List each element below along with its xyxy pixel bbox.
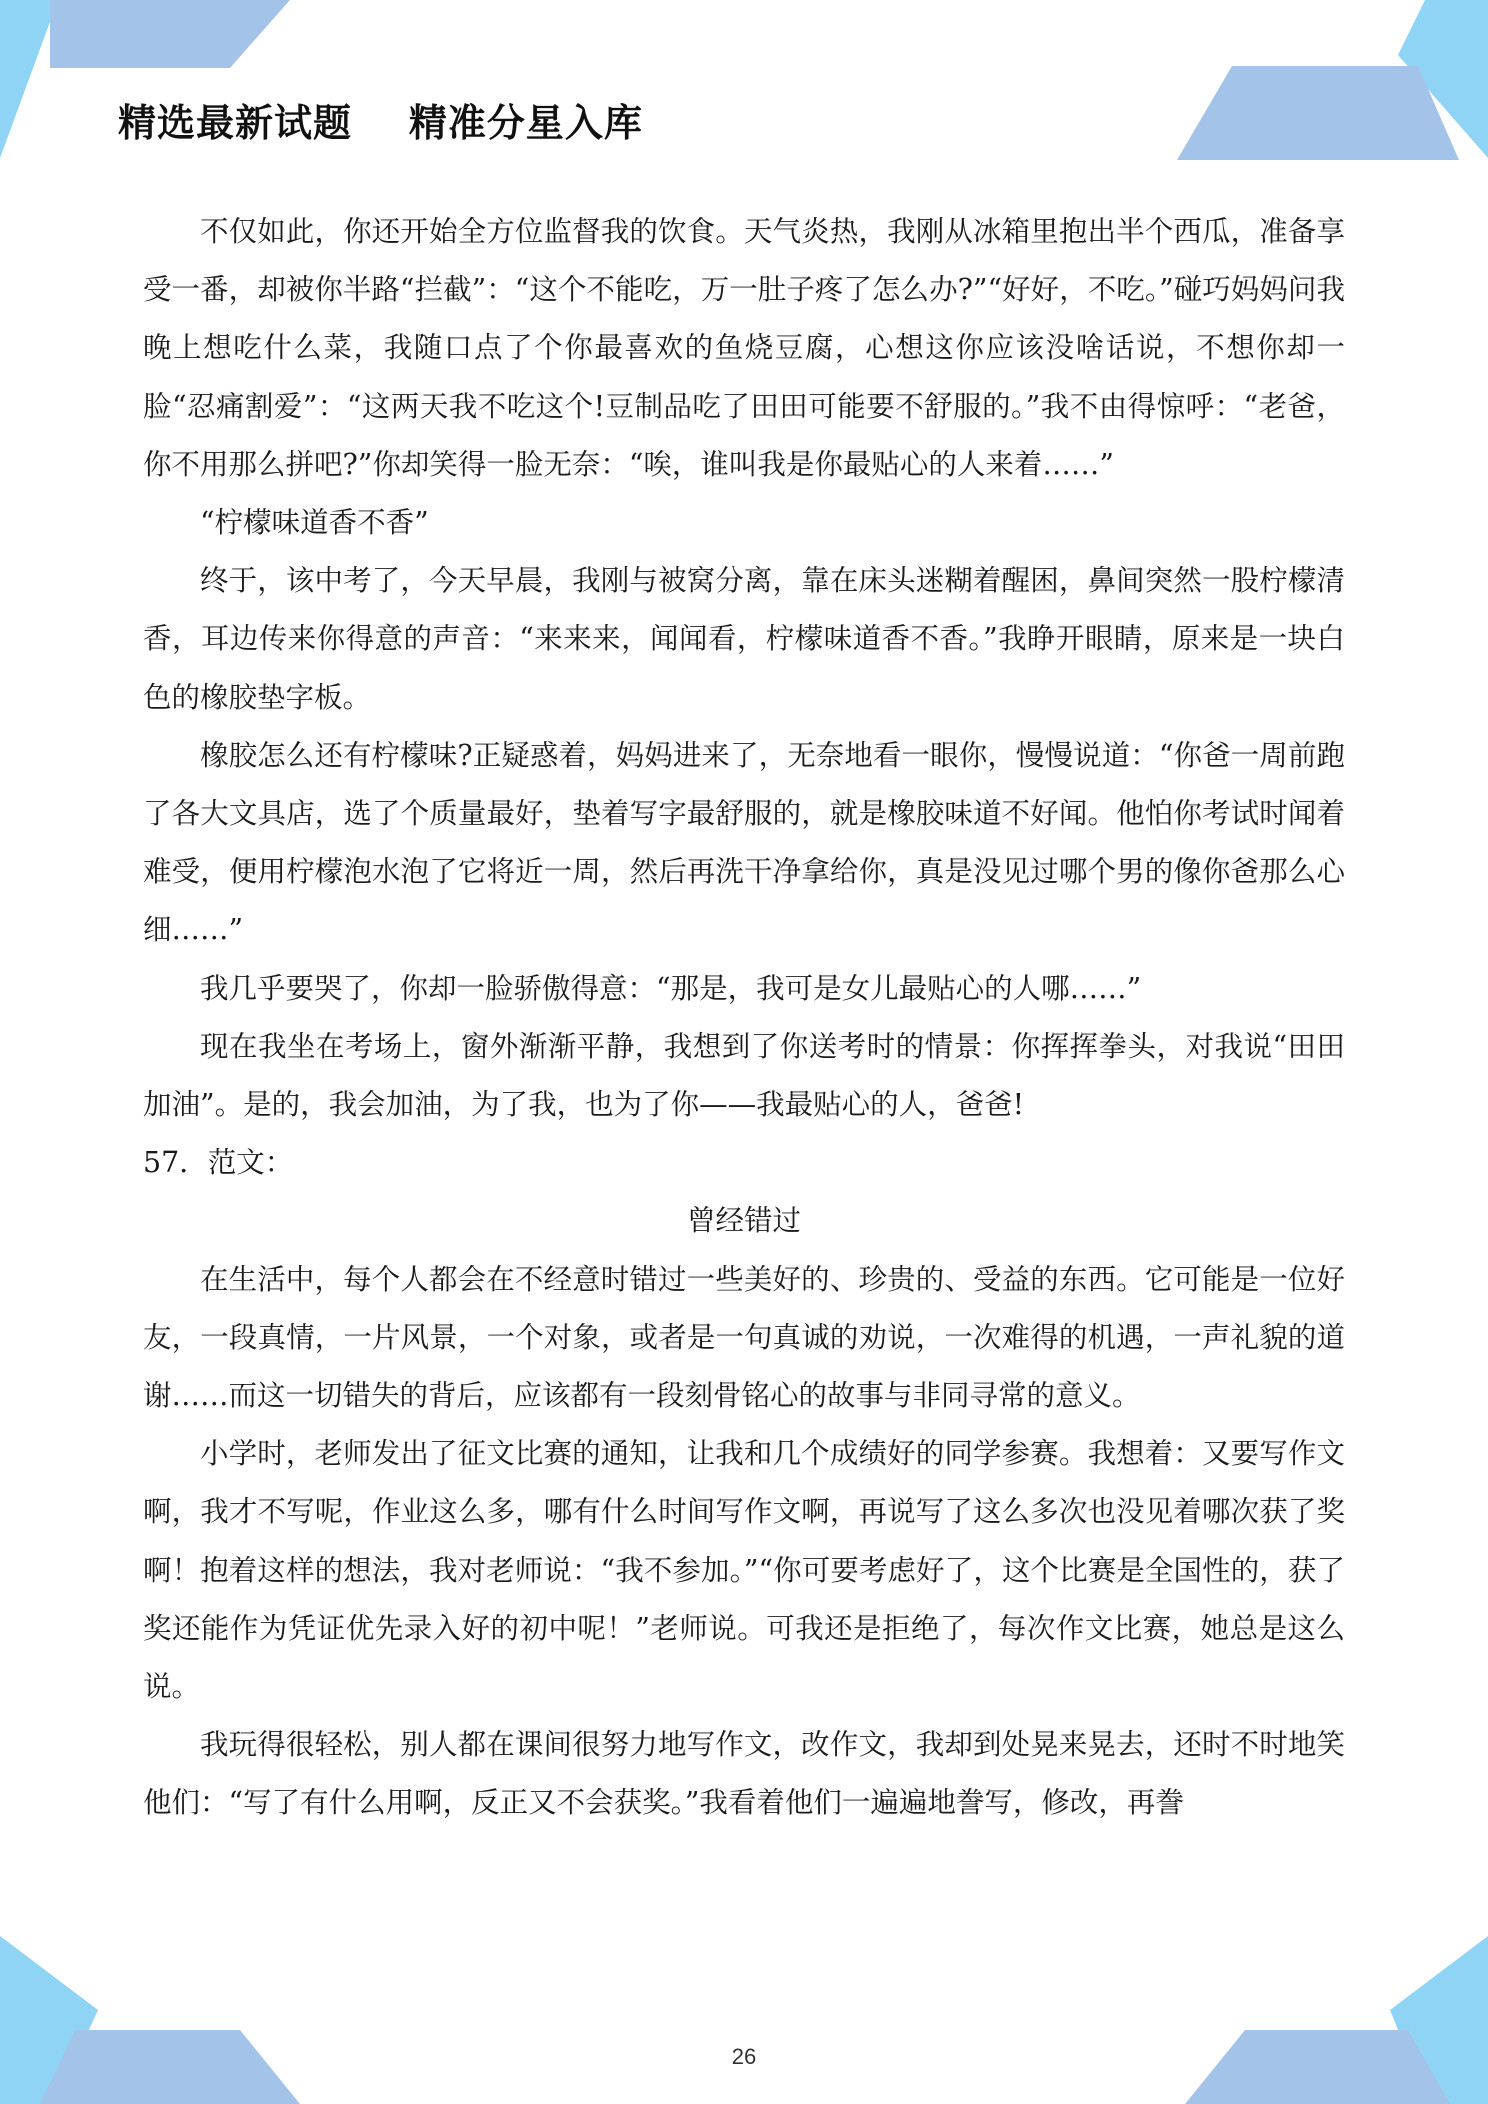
document-body (143, 203, 1345, 1833)
paragraph: 在生活中，每个人都会在不经意时错过一些美好的、珍贵的、受益的东西。它可能是一位好友，一段真情，一片风景，一个对象，或者是一句真诚的劝说，一次难得的机遇，一声礼貌的道谢……而这一切错失的背后，应该都有一段刻骨铭心的故事与非同寻常的意义。 (143, 1262, 1345, 1413)
question-label: 57．范文： (143, 1146, 294, 1180)
corner-decoration-top-left-triangle (0, 0, 58, 158)
corner-decoration-top-left-trapezoid (50, 0, 290, 68)
paragraph: 橡胶怎么还有柠檬味?正疑惑着，妈妈进来了，无奈地看一眼你，慢慢说道：“你爸一周前跑了各大文具店，选了个质量最好，垫着写字最舒服的，就是橡胶味道不好闻。他怕你考试时闻着难受，便用柠檬泡水泡了它将近一周，然后再洗干净拿给你，真是没见过哪个男的像你爸那么心细……” (143, 738, 1345, 947)
paragraph: 我玩得很轻松，别人都在课间很努力地写作文，改作文，我却到处晃来晃去，还时不时地笑他们：“写了有什么用啊，反正又不会获奖。”我看着他们一遍遍地誊写，修改，再誊 (143, 1728, 1345, 1820)
paragraph: 小学时，老师发出了征文比赛的通知，让我和几个成绩好的同学参赛。我想着：又要写作文啊，我才不写呢，作业这么多，哪有什么时间写作文啊，再说写了这么多次也没见着哪次获了奖啊！抱着这样的想法，我对老师说：“我不参加。”“你可要考虑好了，这个比赛是全国性的，获了奖还能作为凭证优先录入好的初中呢！”老师说。可我还是拒绝了，每次作文比赛，她总是这么说。 (143, 1437, 1345, 1704)
paragraph: 我几乎要哭了，你却一脸骄傲得意：“那是，我可是女儿最贴心的人哪……” (200, 971, 1142, 1005)
paragraph: 不仅如此，你还开始全方位监督我的饮食。天气炎热，我刚从冰箱里抱出半个西瓜，准备享受一番，却被你半路“拦截”：“这个不能吃，万一肚子疼了怎么办?”“好好，不吃。”碰巧妈妈问我晚上想吃什么菜，我随口点了个你最喜欢的鱼烧豆腐，心想这你应该没啥话说，不想你却一脸“忍痛割爱”：“这两天我不吃这个!豆制品吃了田田可能要不舒服的。”我不由得惊呼：“老爸，你不用那么拼吧?”你却笑得一脸无奈：“唉，谁叫我是你最贴心的人来着……” (143, 215, 1345, 481)
header-title: 精选最新试题 精准分星入库 (118, 101, 643, 145)
essay-title: 曾经错过 (686, 1204, 801, 1238)
paragraph: 终于，该中考了，今天早晨，我刚与被窝分离，靠在床头迷糊着醒困，鼻间突然一股柠檬清香，耳边传来你得意的声音：“来来来，闻闻看，柠檬味道香不香。”我睁开眼睛，原来是一块白色的橡胶垫字板。 (143, 564, 1345, 714)
section-subheading: “柠檬味道香不香” (200, 506, 429, 540)
corner-decoration-top-right-trapezoid (1177, 66, 1459, 160)
page-number: 26 (731, 2044, 757, 2069)
paragraph: 现在我坐在考场上，窗外渐渐平静，我想到了你送考时的情景：你挥挥拳头，对我说“田田加油”。是的，我会加油，为了我，也为了你——我最贴心的人，爸爸! (143, 1029, 1345, 1122)
